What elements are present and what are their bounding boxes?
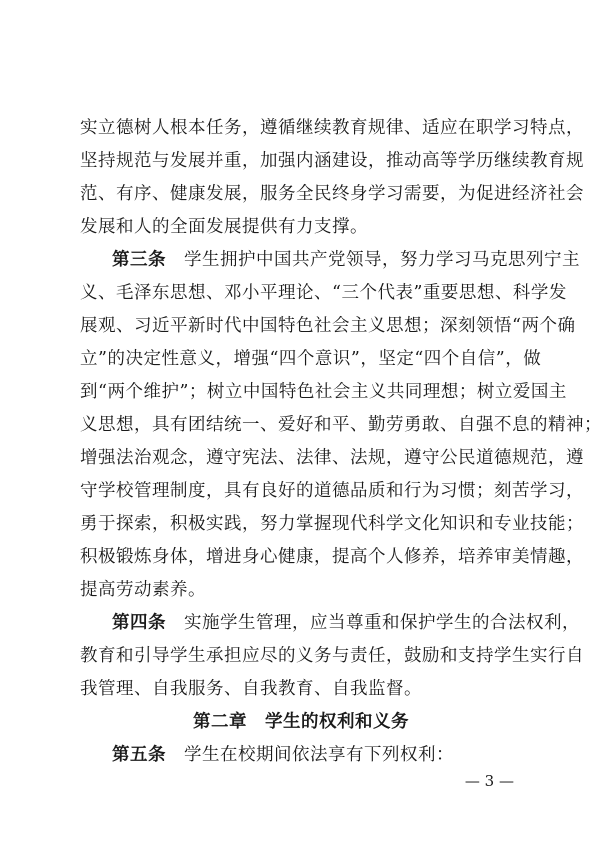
paragraph-line: 实施学生管理，应当尊重和保护学生的合法权利， (184, 613, 580, 633)
paragraph-line: 我管理、自我服务、自我教育、自我监督。 (80, 679, 422, 699)
paragraph-line: 学生拥护中国共产党领导，努力学习马克思列宁主 (184, 250, 580, 270)
paragraph-line: 增强法治观念，遵守宪法、法律、法规，遵守公民道德规范，遵 (80, 448, 584, 468)
paragraph-line: 到“两个维护”；树立中国特色社会主义共同理想；树立爱国主 (80, 382, 567, 402)
article-5-label: 第五条 (112, 745, 166, 765)
paragraph-line: 勇于探索，积极实践，努力掌握现代科学文化知识和专业技能； (80, 514, 584, 534)
article-4-first-line (112, 613, 580, 633)
chapter-heading: 第二章 学生的权利和义务 (193, 712, 409, 732)
paragraph-line: 守学校管理制度，具有良好的道德品质和行为习惯；刻苦学习， (80, 481, 584, 501)
paragraph-line: 积极锻炼身体，增进身心健康，提高个人修养，培养审美情趣， (80, 547, 584, 567)
paragraph-line: 义思想，具有团结统一、爱好和平、勤劳勇敢、自强不息的精神； (80, 415, 602, 435)
paragraph-line: 立”的决定性意义，增强“四个意识”，坚定“四个自信”，做 (80, 349, 542, 369)
article-5-first-line (112, 745, 530, 765)
article-3-label: 第三条 (112, 250, 166, 270)
paragraph-line: 坚持规范与发展并重，加强内涵建设，推动高等学历继续教育规 (80, 151, 584, 171)
paragraph-line: 义、毛泽东思想、邓小平理论、“三个代表”重要思想、科学发 (80, 283, 567, 303)
paragraph-line: 教育和引导学生承担应尽的义务与责任，鼓励和支持学生实行自 (80, 646, 584, 666)
paragraph-line: 发展和人的全面发展提供有力支撑。 (80, 217, 368, 237)
paragraph-line: 实立德树人根本任务，遵循继续教育规律、适应在职学习特点， (80, 118, 584, 138)
article-3-first-line (112, 250, 580, 270)
paragraph-line: 展观、习近平新时代中国特色社会主义思想；深刻领悟“两个确 (80, 316, 576, 336)
paragraph-line: 范、有序、健康发展，服务全民终身学习需要，为促进经济社会 (80, 184, 584, 204)
paragraph-line: 提高劳动素养。 (80, 580, 206, 600)
page-number: — 3 — (464, 772, 514, 790)
paragraph-line: 学生在校期间依法享有下列权利： (184, 745, 454, 765)
article-4-label: 第四条 (112, 613, 166, 633)
